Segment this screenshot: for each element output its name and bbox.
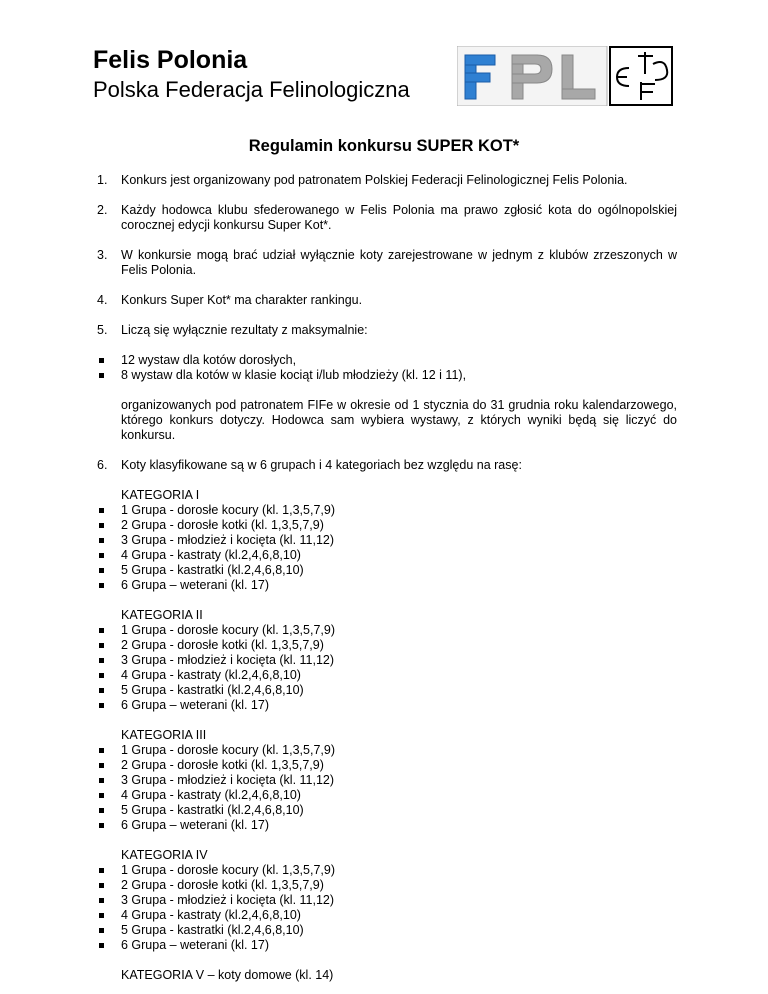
list-item: 2 Grupa - dorosłe kotki (kl. 1,3,5,7,9) [97, 518, 677, 533]
paragraph-text: Każdy hodowca klubu sfederowanego w Felis Polonia ma prawo zgłosić kota do ogólnopolskiej corocznej edycji konkursu Super Kot*. [121, 203, 677, 232]
bullet-icon [99, 898, 104, 903]
list-item: 4 Grupa - kastraty (kl.2,4,6,8,10) [97, 908, 677, 923]
paragraph-4 [97, 293, 677, 308]
category-2 [97, 608, 677, 713]
category-title: KATEGORIA III [121, 728, 207, 742]
paragraph-number: 1. [97, 173, 108, 187]
list-item: 4 Grupa - kastraty (kl.2,4,6,8,10) [97, 668, 677, 683]
list-item: 3 Grupa - młodzież i kocięta (kl. 11,12) [97, 893, 677, 908]
category-1 [97, 488, 677, 593]
category-3 [97, 728, 677, 833]
bullet-icon [99, 943, 104, 948]
list-item: 5 Grupa - kastratki (kl.2,4,6,8,10) [97, 923, 677, 938]
list-item: 5 Grupa - kastratki (kl.2,4,6,8,10) [97, 563, 677, 578]
document-title: Regulamin konkursu SUPER KOT* [248, 137, 520, 155]
bullet-icon [99, 808, 104, 813]
paragraph-1 [97, 173, 677, 188]
bullet-icon [99, 523, 104, 528]
list-item: 1 Grupa - dorosłe kocury (kl. 1,3,5,7,9) [97, 743, 677, 758]
list-item: 3 Grupa - młodzież i kocięta (kl. 11,12) [97, 533, 677, 548]
bullet-icon [99, 793, 104, 798]
bullet-icon [99, 583, 104, 588]
bullet-icon [99, 538, 104, 543]
list-item: 8 wystaw dla kotów w klasie kociąt i/lub młodzieży (kl. 12 i 11), [97, 368, 677, 383]
paragraph-number: 3. [97, 248, 108, 262]
bullet-icon [99, 868, 104, 873]
list-item: 3 Grupa - młodzież i kocięta (kl. 11,12) [97, 773, 677, 788]
paragraph-number: 5. [97, 323, 108, 337]
bullet-icon [99, 748, 104, 753]
category-title: KATEGORIA II [121, 608, 203, 622]
list-item: 6 Grupa – weterani (kl. 17) [97, 578, 677, 593]
bullet-icon [99, 703, 104, 708]
paragraph-number: 6. [97, 458, 108, 472]
bullet-icon [99, 358, 104, 363]
list-item: 4 Grupa - kastraty (kl.2,4,6,8,10) [97, 788, 677, 803]
paragraph-text: W konkursie mogą brać udział wyłącznie koty zarejestrowane w jednym z klubów zrzeszonych w Felis Polonia. [121, 248, 677, 277]
list-item: 2 Grupa - dorosłe kotki (kl. 1,3,5,7,9) [97, 878, 677, 893]
paragraph-number: 2. [97, 203, 108, 217]
bullet-icon [99, 883, 104, 888]
category-title: KATEGORIA I [121, 488, 200, 502]
bullet-icon [99, 373, 104, 378]
list-item: 1 Grupa - dorosłe kocury (kl. 1,3,5,7,9) [97, 863, 677, 878]
paragraph-text: Liczą się wyłącznie rezultaty z maksymalnie: [121, 323, 368, 337]
paragraph-5 [97, 323, 677, 338]
paragraph-text: Konkurs jest organizowany pod patronatem Polskiej Federacji Felinologicznej Felis Polonia. [121, 173, 628, 187]
list-item: 5 Grupa - kastratki (kl.2,4,6,8,10) [97, 803, 677, 818]
org-name: Felis Polonia [93, 46, 248, 74]
bullet-icon [99, 673, 104, 678]
document-body [97, 173, 677, 983]
category-title: KATEGORIA IV [121, 848, 208, 862]
list-item: 12 wystaw dla kotów dorosłych, [97, 353, 677, 368]
bullet-icon [99, 658, 104, 663]
bullet-icon [99, 643, 104, 648]
letterhead [93, 46, 410, 104]
bullet-icon [99, 913, 104, 918]
show-limit-list [97, 353, 677, 383]
paragraph-5-continuation: organizowanych pod patronatem FIFe w okresie od 1 stycznia do 31 grudnia roku kalendarzowego, którego konkurs dotyczy. Hodowca sam wybiera wystawy, z których wyniki będą się liczyć do konkursu. [121, 398, 677, 442]
list-item: 3 Grupa - młodzież i kocięta (kl. 11,12) [97, 653, 677, 668]
paragraph-text: Konkurs Super Kot* ma charakter rankingu. [121, 293, 363, 307]
list-item: 2 Grupa - dorosłe kotki (kl. 1,3,5,7,9) [97, 758, 677, 773]
bullet-icon [99, 508, 104, 513]
list-item: 4 Grupa - kastraty (kl.2,4,6,8,10) [97, 548, 677, 563]
bullet-icon [99, 568, 104, 573]
bullet-icon [99, 628, 104, 633]
org-full-name: Polska Federacja Felinologiczna [93, 77, 410, 102]
bullet-icon [99, 778, 104, 783]
category-5-title: KATEGORIA V – koty domowe (kl. 14) [121, 968, 334, 982]
list-item: 1 Grupa - dorosłe kocury (kl. 1,3,5,7,9) [97, 503, 677, 518]
category-4 [97, 848, 677, 953]
list-item: 5 Grupa - kastratki (kl.2,4,6,8,10) [97, 683, 677, 698]
fife-emblem [610, 47, 672, 105]
fpl-fife-logo [457, 46, 674, 106]
paragraph-2 [97, 203, 677, 233]
list-item: 2 Grupa - dorosłe kotki (kl. 1,3,5,7,9) [97, 638, 677, 653]
list-item: 6 Grupa – weterani (kl. 17) [97, 698, 677, 713]
list-item: 6 Grupa – weterani (kl. 17) [97, 938, 677, 953]
bullet-icon [99, 688, 104, 693]
bullet-icon [99, 763, 104, 768]
bullet-icon [99, 553, 104, 558]
list-item: 1 Grupa - dorosłe kocury (kl. 1,3,5,7,9) [97, 623, 677, 638]
paragraph-text: Koty klasyfikowane są w 6 grupach i 4 kategoriach bez względu na rasę: [121, 458, 522, 472]
bullet-icon [99, 823, 104, 828]
paragraph-6 [97, 458, 677, 473]
bullet-icon [99, 928, 104, 933]
paragraph-number: 4. [97, 293, 108, 307]
paragraph-3 [97, 248, 677, 278]
list-item: 6 Grupa – weterani (kl. 17) [97, 818, 677, 833]
